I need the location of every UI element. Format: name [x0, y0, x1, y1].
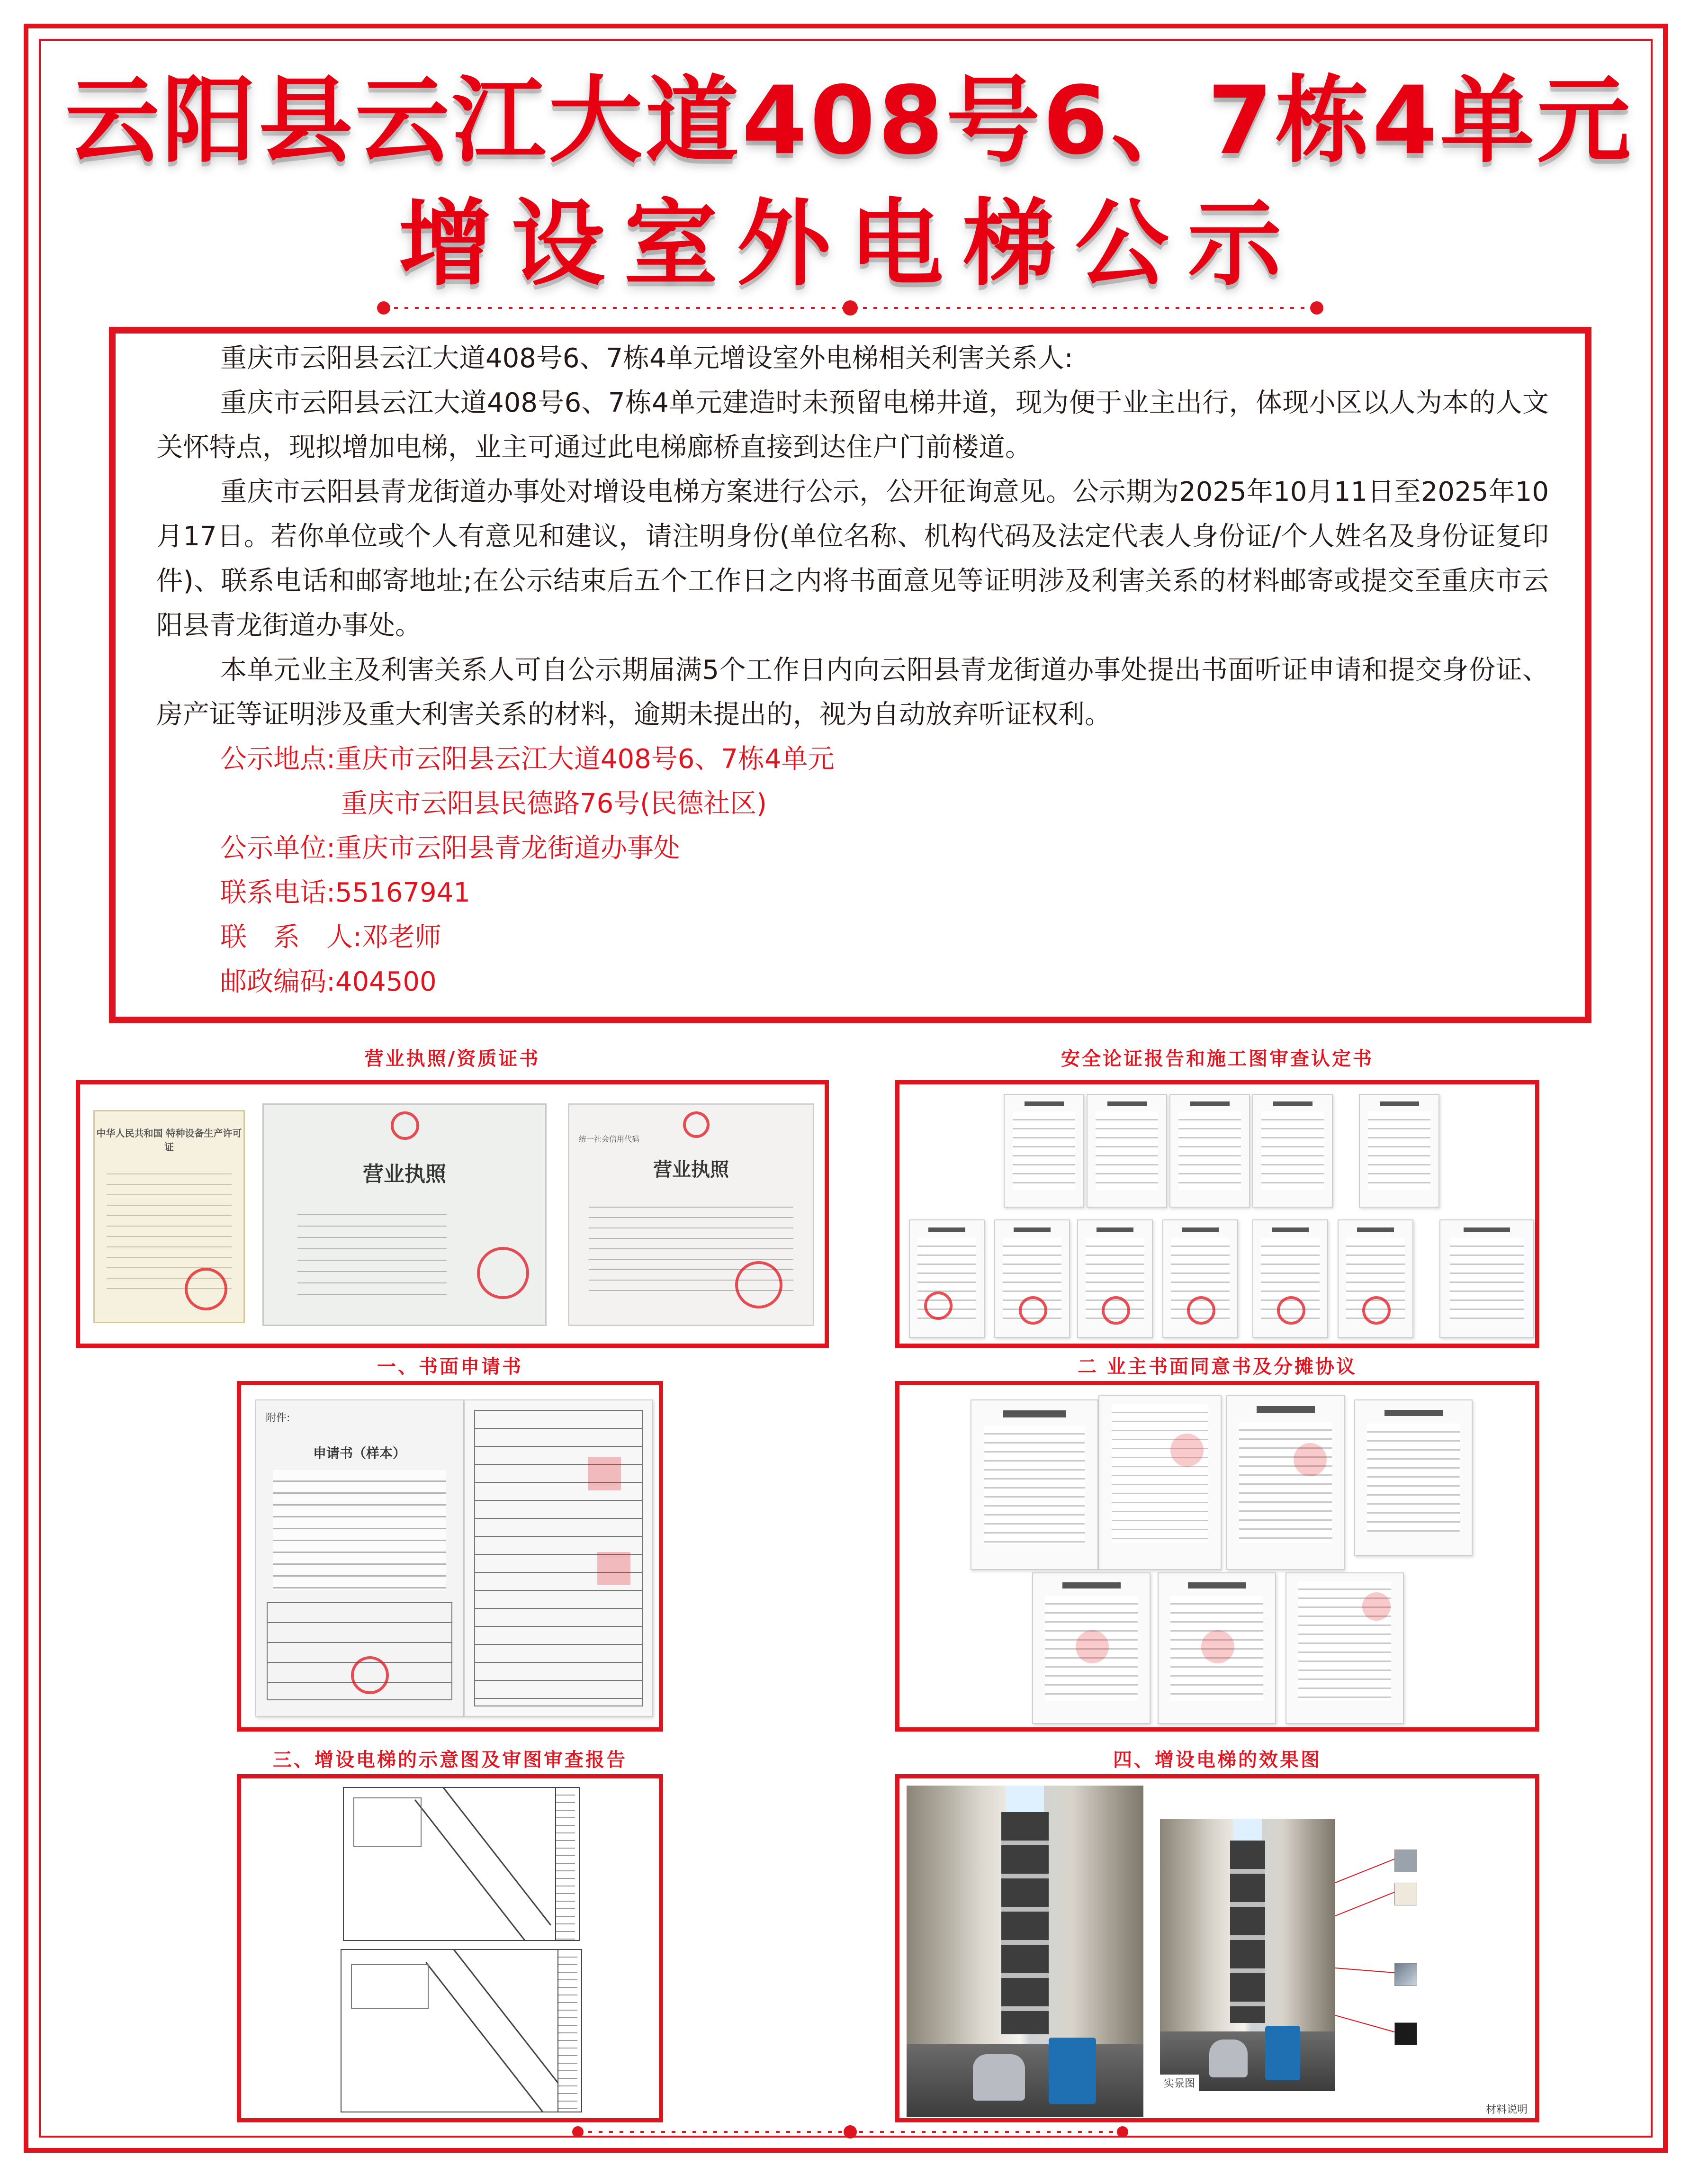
panel-rendering — [895, 1774, 1539, 2122]
red-seal-icon — [735, 1261, 782, 1309]
application-form — [255, 1399, 464, 1717]
material-swatch — [1394, 1883, 1417, 1905]
consent-page — [1354, 1399, 1473, 1556]
application-heading: 附件: — [266, 1412, 290, 1424]
consent-page — [1226, 1395, 1345, 1570]
report-page — [1359, 1094, 1439, 1208]
report-page — [1252, 1094, 1333, 1208]
rendering-photo — [1160, 1819, 1335, 2091]
national-emblem-icon — [391, 1111, 419, 1140]
report-page — [1439, 1219, 1534, 1338]
cert3-title: 营业执照 — [653, 1159, 729, 1181]
application-form-title: 申请书（样本） — [313, 1445, 406, 1461]
notice-paragraph-1: 重庆市云阳县云江大道408号6、7栋4单元建造时未预留电梯井道，现为便于业主出行，体现小区以人为本的人文关怀特点，现拟增加电梯，业主可通过此电梯廊桥直接到达住户门前楼道。 — [156, 388, 1549, 463]
red-seal-icon — [477, 1247, 529, 1299]
section-title-diagram: 三、增设电梯的示意图及审图审查报告 — [273, 1749, 627, 1771]
consent-page — [1285, 1572, 1404, 1724]
notice-title-line-1: 云阳县云江大道408号6、7栋4单元 — [65, 66, 1634, 175]
consent-page — [1098, 1395, 1222, 1570]
report-page — [909, 1219, 985, 1338]
notice-body — [156, 336, 1549, 1004]
business-license-2 — [568, 1103, 814, 1326]
consent-page — [971, 1399, 1098, 1570]
notice-title-line-2: 增设室外电梯公示 — [398, 189, 1301, 298]
report-page — [994, 1219, 1070, 1338]
notice-location-2: 重庆市云阳县民德路76号(民德社区) — [341, 788, 767, 819]
report-page — [1004, 1094, 1084, 1208]
production-license-cert — [93, 1110, 245, 1323]
site-photo — [907, 1786, 1143, 2117]
red-seal-icon — [185, 1268, 227, 1310]
report-page — [1087, 1094, 1167, 1208]
national-emblem-icon — [683, 1111, 710, 1138]
report-page — [1252, 1219, 1328, 1338]
notice-postcode: 邮政编码:404500 — [220, 966, 437, 997]
section-title-agreement: 二 业主书面同意书及分摊协议 — [1078, 1356, 1357, 1378]
business-license-1 — [262, 1103, 547, 1326]
callout-lines — [1335, 1845, 1397, 2044]
section-title-rendering: 四、增设电梯的效果图 — [1113, 1749, 1321, 1771]
material-swatch — [1394, 2022, 1417, 2045]
panel-license — [76, 1080, 829, 1348]
notice-paragraph-3: 本单元业主及利害关系人可自公示期届满5个工作日内向云阳县青龙街道办事处提出书面听证申请和提交身份证、房产证等证明涉及重大利害关系的材料，逾期未提出的，视为自动放弃听证权利。 — [156, 655, 1549, 730]
consent-page — [1158, 1572, 1276, 1724]
report-page — [1162, 1219, 1238, 1338]
signature-list — [464, 1399, 653, 1717]
cert1-title: 中华人民共和国 特种设备生产许可证 — [96, 1128, 242, 1153]
cert2-title: 营业执照 — [363, 1162, 446, 1186]
site-plan-drawing — [343, 1787, 580, 1941]
material-swatch — [1394, 1963, 1417, 1986]
panel-diagram — [237, 1774, 663, 2122]
material-swatch — [1394, 1850, 1417, 1872]
section-title-license: 营业执照/资质证书 — [364, 1048, 540, 1070]
bottom-divider — [568, 2122, 1132, 2141]
notice-location-1: 公示地点:重庆市云阳县云江大道408号6、7栋4单元 — [220, 744, 835, 775]
panel-agreement — [895, 1381, 1539, 1732]
consent-page — [1032, 1572, 1151, 1724]
notice-phone: 联系电话:55167941 — [220, 877, 470, 908]
report-page — [1077, 1219, 1153, 1338]
title-divider — [374, 298, 1326, 317]
section-title-safety: 安全论证报告和施工图审查认定书 — [1061, 1048, 1374, 1070]
report-page — [1338, 1219, 1413, 1338]
site-plan-drawing — [341, 1949, 582, 2112]
notice-paragraph-2: 重庆市云阳县青龙街道办事处对增设电梯方案进行公示，公开征询意见。公示期为2025年10月11日至2025年10月17日。若你单位或个人有意见和建议，请注明身份(单位名称、机构代码及法定代表人身份证/个人姓名及身份证复印件)、联系电话和邮寄地址;在公示结束后五个工作日之内将书面意见等证明涉及利害关系的材料邮寄或提交至重庆市云阳县青龙街道办事处。 — [156, 477, 1549, 641]
rendering-label-right: 材料说明 — [1482, 2101, 1531, 2117]
panel-application — [237, 1381, 663, 1732]
notice-addressee: 重庆市云阳县云江大道408号6、7栋4单元增设室外电梯相关利害关系人: — [220, 343, 1073, 374]
section-title-application: 一、书面申请书 — [377, 1356, 523, 1378]
notice-contact: 联 系 人:邓老师 — [220, 922, 441, 953]
notice-unit: 公示单位:重庆市云阳县青龙街道办事处 — [220, 833, 680, 864]
panel-safety — [895, 1080, 1539, 1348]
report-page — [1169, 1094, 1250, 1208]
cert3-sub: 统一社会信用代码 — [579, 1135, 640, 1144]
rendering-label-left: 实景图 — [1160, 2075, 1199, 2091]
